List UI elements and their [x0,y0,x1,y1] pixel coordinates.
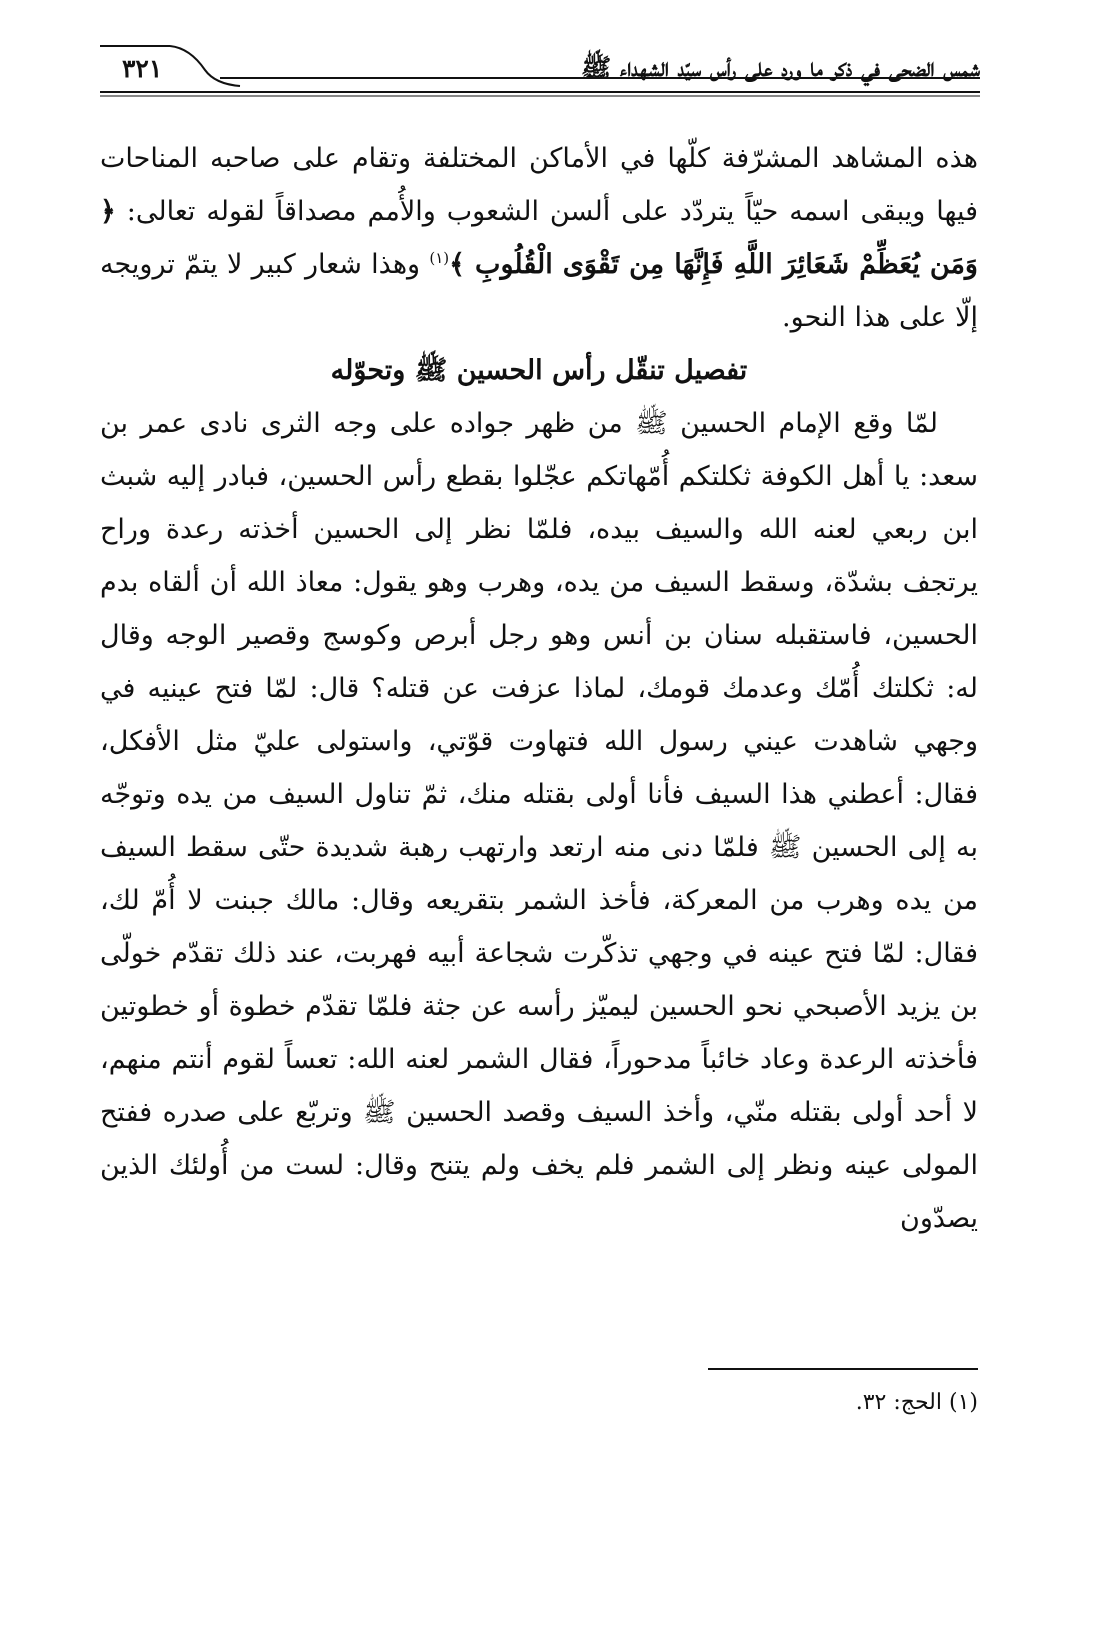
running-header [100,40,980,100]
footnote-reference: (١) [429,249,450,267]
page-number: ٣٢١ [122,54,163,83]
paragraph-1 [100,132,978,344]
paragraph-1-continuation: وهذا شعار كبير لا يتمّ ترويجه إلّا على هذا النحو. [100,249,978,333]
footnote: (١) الحج: ٣٢. [855,1390,978,1415]
quran-verse: ﴿ وَمَن يُعَظِّمْ شَعَائِرَ اللَّهِ فَإِنَّهَا مِن تَقْوَى الْقُلُوبِ ﴾ [100,196,978,280]
section-heading: تفصيل تنقّل رأس الحسين ﷺ وتحوّله [330,355,748,386]
paragraph-2: لمّا وقع الإمام الحسين ﷺ من ظهر جواده على وجه الثرى نادى عمر بن سعد: يا أهل الكوفة ثكلتكم أُمّهاتكم عجّلوا بقطع رأس الحسين، فبادر إليه شبث ابن ربعي لعنه الله والسيف بيده، فلمّا نظر إلى الحسين أخذته رعدة وراح يرتجف بشدّة، وسقط السيف من يده، وهرب وهو يقول: معاذ الله أن ألقاه بدم الحسين، فاستقبله سنان بن أنس وهو رجل أبرص وكوسج وقصير الوجه وقال له: ثكلتك أُمّك وعدمك قومك، لماذا عزفت عن قتله؟ قال: لمّا فتح عينيه في وجهي شاهدت عيني رسول الله فتهاوت قوّتي، واستولى عليّ مثل الأفكل، فقال: أعطني هذا السيف فأنا أولى بقتله منك، ثمّ تناول السيف من يده وتوجّه به إلى الحسين ﷺ فلمّا دنى منه ارتعد وارتهب رهبة شديدة حتّى سقط السيف من يده وهرب من المعركة، فأخذ الشمر بتقريعه وقال: مالك جبنت لا أُمّ لك، فقال: لمّا فتح عينه في وجهي تذكّرت شجاعة أبيه فهربت، عند ذلك تقدّم خولّى بن يزيد الأصبحي نحو الحسين ليميّز رأسه عن جثة فلمّا تقدّم خطوة أو خطوتين فأخذته الرعدة وعاد خائباً مدحوراً، فقال الشمر لعنه الله: تعساً لقوم أنتم منهم، لا أحد أولى بقتله منّي، وأخذ السيف وقصد الحسين ﷺ وتربّع على صدره ففتح المولى عينه ونظر إلى الشمر فلم يخف ولم يتنح وقال: لست من أُولئك الذين يصدّون [100,408,978,1234]
main-text [100,132,978,1245]
paragraph-1-text: هذه المشاهد المشرّفة كلّها في الأماكن المختلفة وتقام على صاحبه المناحات فيها ويبقى اسمه حيّاً يتردّد على ألسن الشعوب والأُمم مصداقاً لقوله تعالى: [100,143,978,227]
header-title: شمس الضحى في ذكر ما ورد على رأس سيّد الشهداء ﷺ [580,53,980,82]
footnote-divider [708,1368,978,1370]
